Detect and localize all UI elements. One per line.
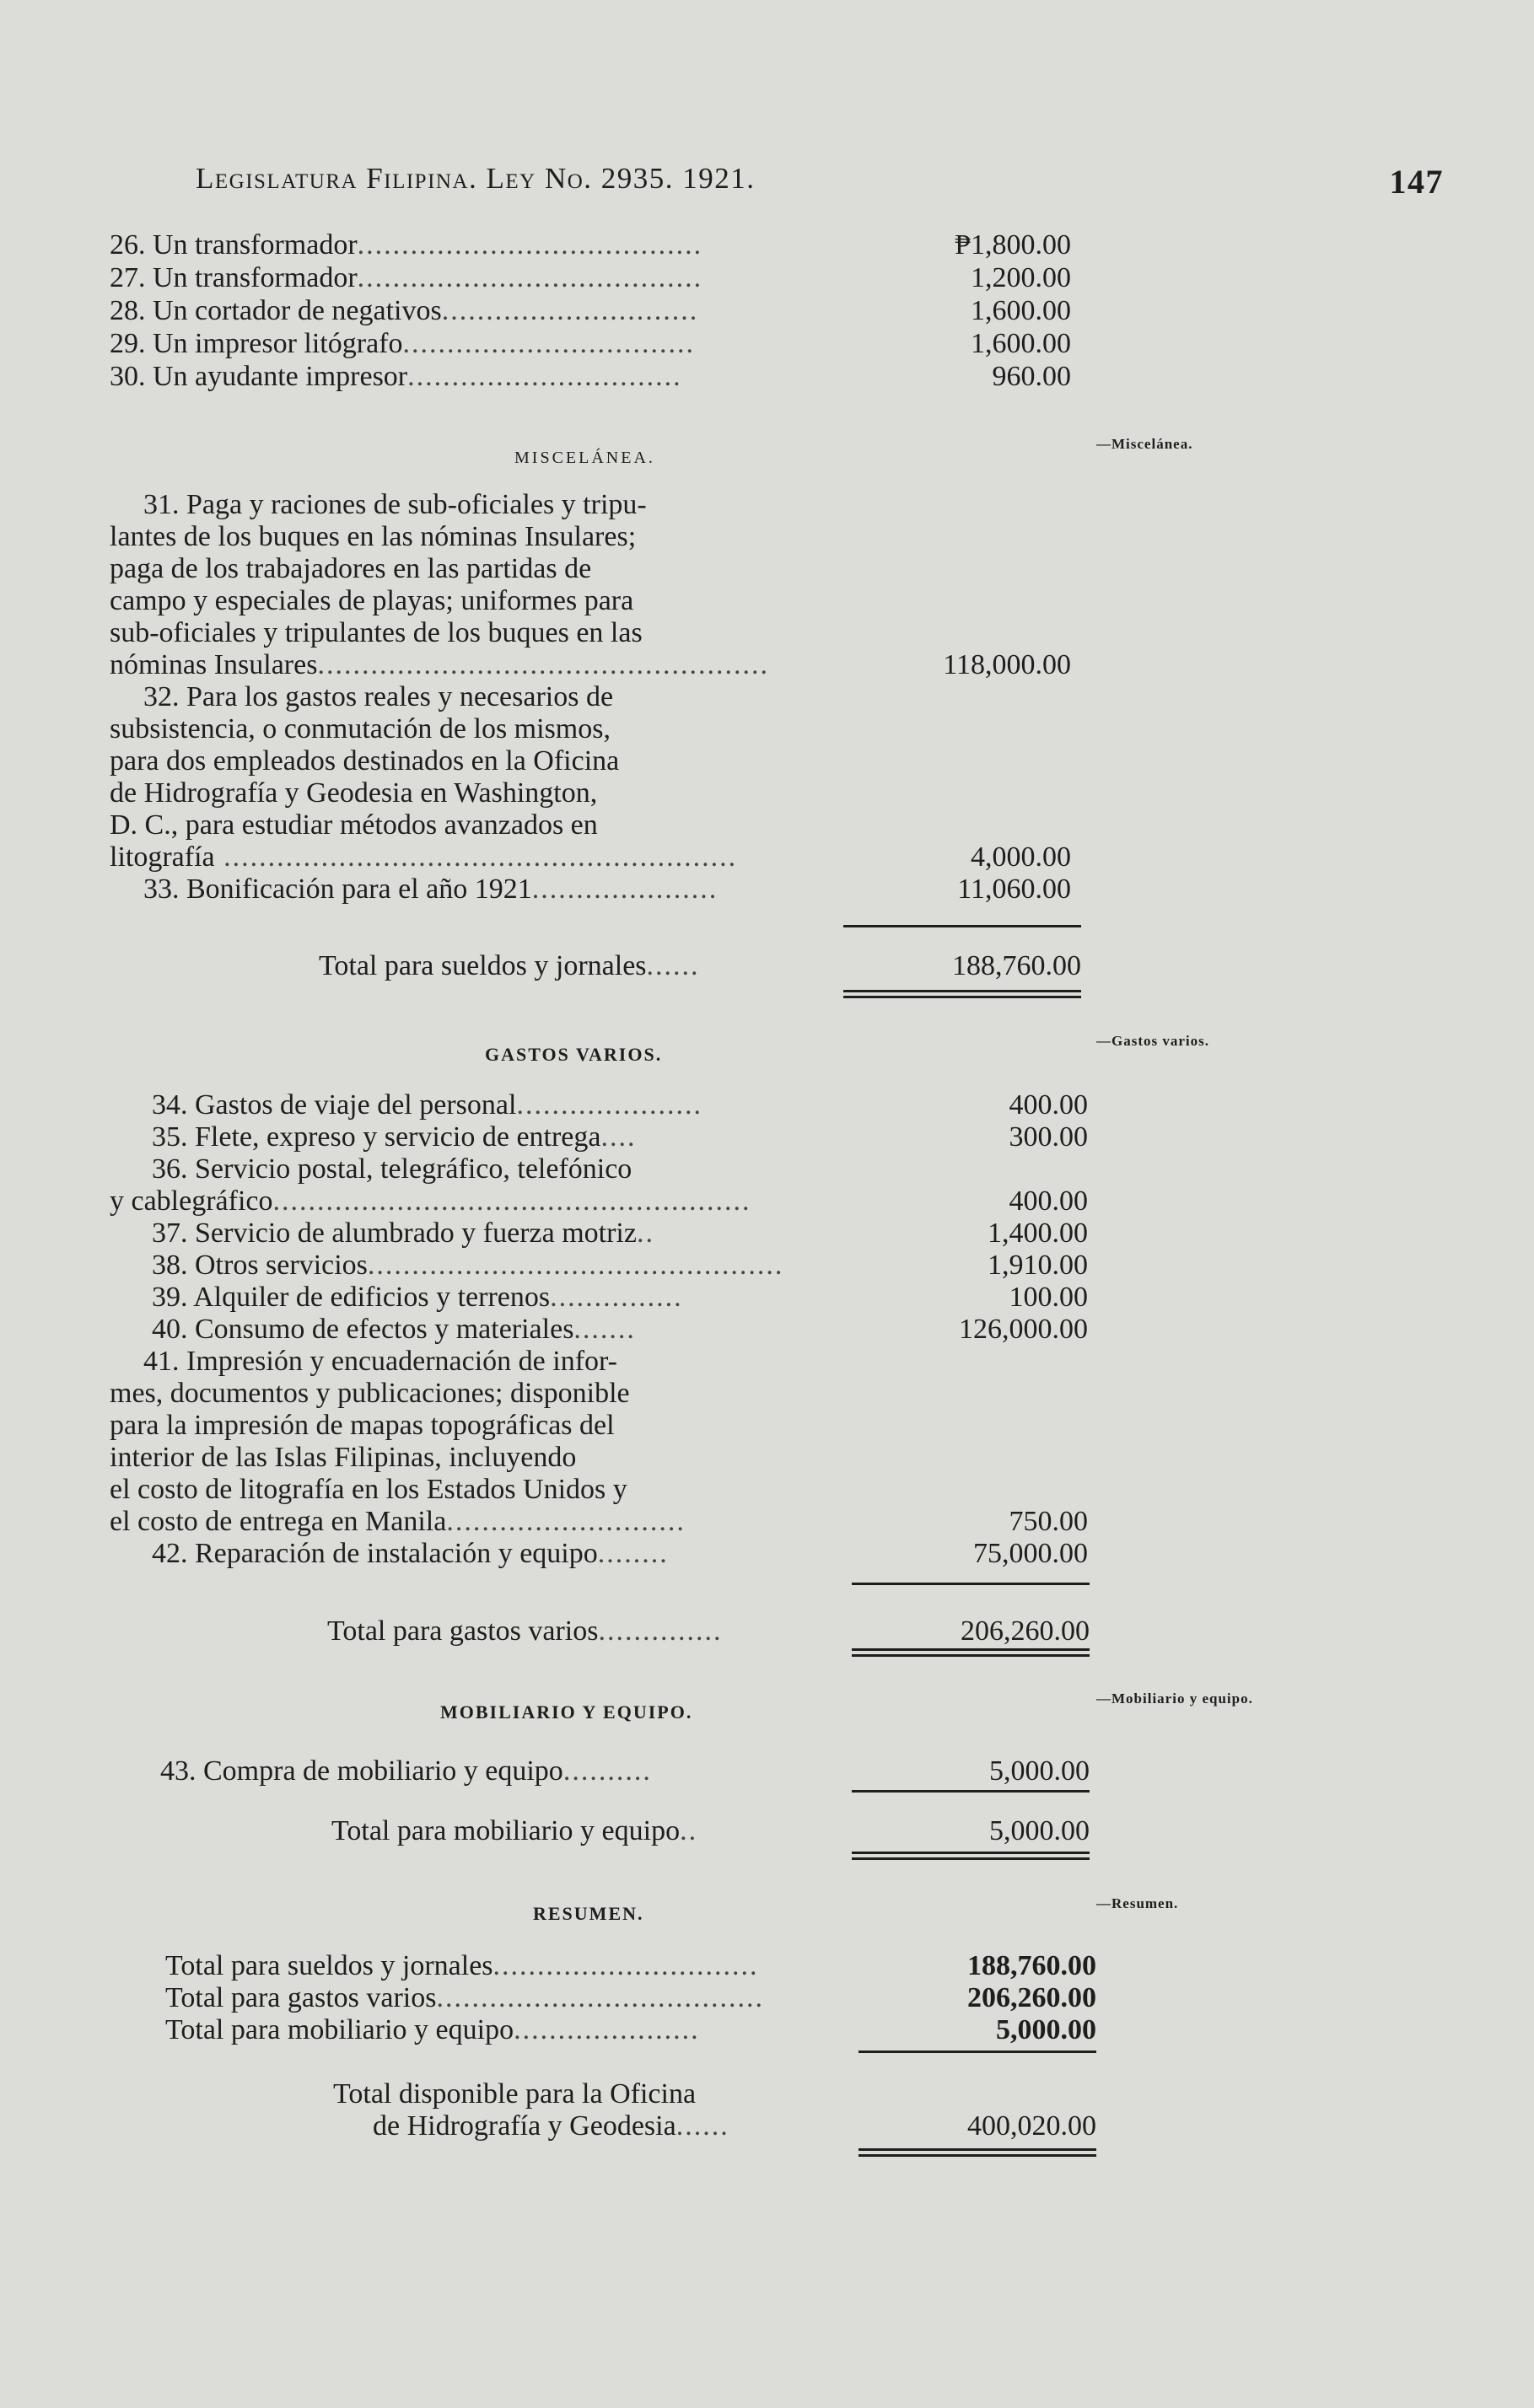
subtotal-rule [843, 925, 1081, 927]
subtotal-rule [852, 1583, 1090, 1585]
line-item: 40. Consumo de efectos y materiales....... 126,000.00 [152, 1314, 1088, 1345]
total-double-rule [859, 2148, 1096, 2157]
resumen-rows [165, 1950, 1096, 2046]
total-double-rule [852, 1852, 1090, 1860]
line-item: 26. Un transformador....................................... ₱1,800.00 [110, 229, 1071, 261]
side-note-gastos: —Gastos varios. [1096, 1033, 1209, 1049]
subtotal-rule [852, 1790, 1090, 1793]
total-double-rule [852, 1648, 1090, 1657]
side-note-resumen: —Resumen. [1096, 1895, 1179, 1911]
total-gastos-row: Total para gastos varios.............. 206,260.00 [327, 1615, 1090, 1647]
line-item-text: 36. Servicio postal, telegráfico, telefónico [152, 1153, 632, 1185]
item-31-text: 31. Paga y raciones de sub-oficiales y tripu- lantes de los buques en las nóminas Insulares; paga de los trabajadores en las partidas de campo y especiales de playas; uniformes para sub-oficiales y tripulantes de los buques en las [110, 489, 647, 648]
running-header [196, 162, 1444, 204]
section-heading-mobiliario: MOBILIARIO Y EQUIPO. [440, 1701, 693, 1723]
section-heading-gastos: GASTOS VARIOS. [485, 1044, 663, 1065]
line-item: 34. Gastos de viaje del personal..................... 400.00 [152, 1089, 1088, 1121]
gastos-items [110, 1089, 1088, 1570]
summary-row: Total para mobiliario y equipo..................... 5,000.00 [165, 2014, 1096, 2045]
line-item: 43. Compra de mobiliario y equipo.......... 5,000.00 [160, 1755, 1090, 1787]
grand-total-line1: Total disponible para la Oficina [333, 2078, 697, 2110]
line-item: nóminas Insulares................................................... 118,000.00 [110, 649, 1071, 680]
line-item: 42. Reparación de instalación y equipo........ 75,000.00 [152, 1538, 1088, 1569]
line-item: litografía .......................................................... 4,000.00 [110, 841, 1071, 873]
miscelanea-items [110, 489, 1071, 906]
line-item: 30. Un ayudante impresor............................... 960.00 [110, 361, 1071, 392]
side-note-mobiliario: —Mobiliario y equipo. [1096, 1690, 1253, 1707]
section-heading-miscelanea: MISCELÁNEA. [514, 449, 655, 467]
total-sueldos-row: Total para sueldos y jornales...... 188,760.00 [319, 950, 1081, 981]
line-item: 33. Bonificación para el año 1921..................... 11,060.00 [143, 873, 1071, 905]
item-32-text: 32. Para los gastos reales y necesarios de subsistencia, o conmutación de los mismos, para dos empleados destinados en la Oficina de Hidrografía y Geodesia en Washington, D. C., para estudiar métodos avanzados en [110, 681, 620, 841]
line-item: 28. Un cortador de negativos............................. 1,600.00 [110, 295, 1071, 326]
side-note-miscelanea: —Miscelánea. [1096, 436, 1193, 452]
line-item: 35. Flete, expreso y servicio de entrega.... 300.00 [152, 1121, 1088, 1153]
line-item: el costo de entrega en Manila........................... 750.00 [110, 1506, 1088, 1537]
line-item: 38. Otros servicios............................................... 1,910.00 [152, 1250, 1088, 1281]
summary-row: Total para gastos varios..................................... 206,260.00 [165, 1982, 1096, 2013]
line-item: y cablegráfico...................................................... 400.00 [110, 1185, 1088, 1217]
line-item: 39. Alquiler de edificios y terrenos............... 100.00 [152, 1282, 1088, 1313]
item-41-text: 41. Impresión y encuadernación de infor- mes, documentos y publicaciones; disponible para la impresión de mapas topográficas del interior de las Islas Filipinas, incluyendo el costo de litografía en los Estados Unidos y [110, 1346, 630, 1505]
line-item: 29. Un impresor litógrafo................................. 1,600.00 [110, 328, 1071, 359]
line-item: 37. Servicio de alumbrado y fuerza motriz.. 1,400.00 [152, 1217, 1088, 1249]
total-mobiliario-row: Total para mobiliario y equipo.. 5,000.00 [331, 1815, 1090, 1846]
line-item: 27. Un transformador....................................... 1,200.00 [110, 262, 1071, 293]
summary-row: Total para sueldos y jornales.............................. 188,760.00 [165, 1950, 1096, 1981]
running-title: Legislatura Filipina. Ley No. 2935. 1921. [196, 162, 756, 195]
subtotal-rule [859, 2051, 1096, 2053]
grand-total-row: de Hidrografía y Geodesia...... 400,020.00 [373, 2110, 1096, 2142]
section-heading-resumen: RESUMEN. [533, 1903, 644, 1924]
total-double-rule [843, 990, 1081, 998]
items-top [110, 229, 1071, 394]
page-number: 147 [1389, 163, 1444, 201]
